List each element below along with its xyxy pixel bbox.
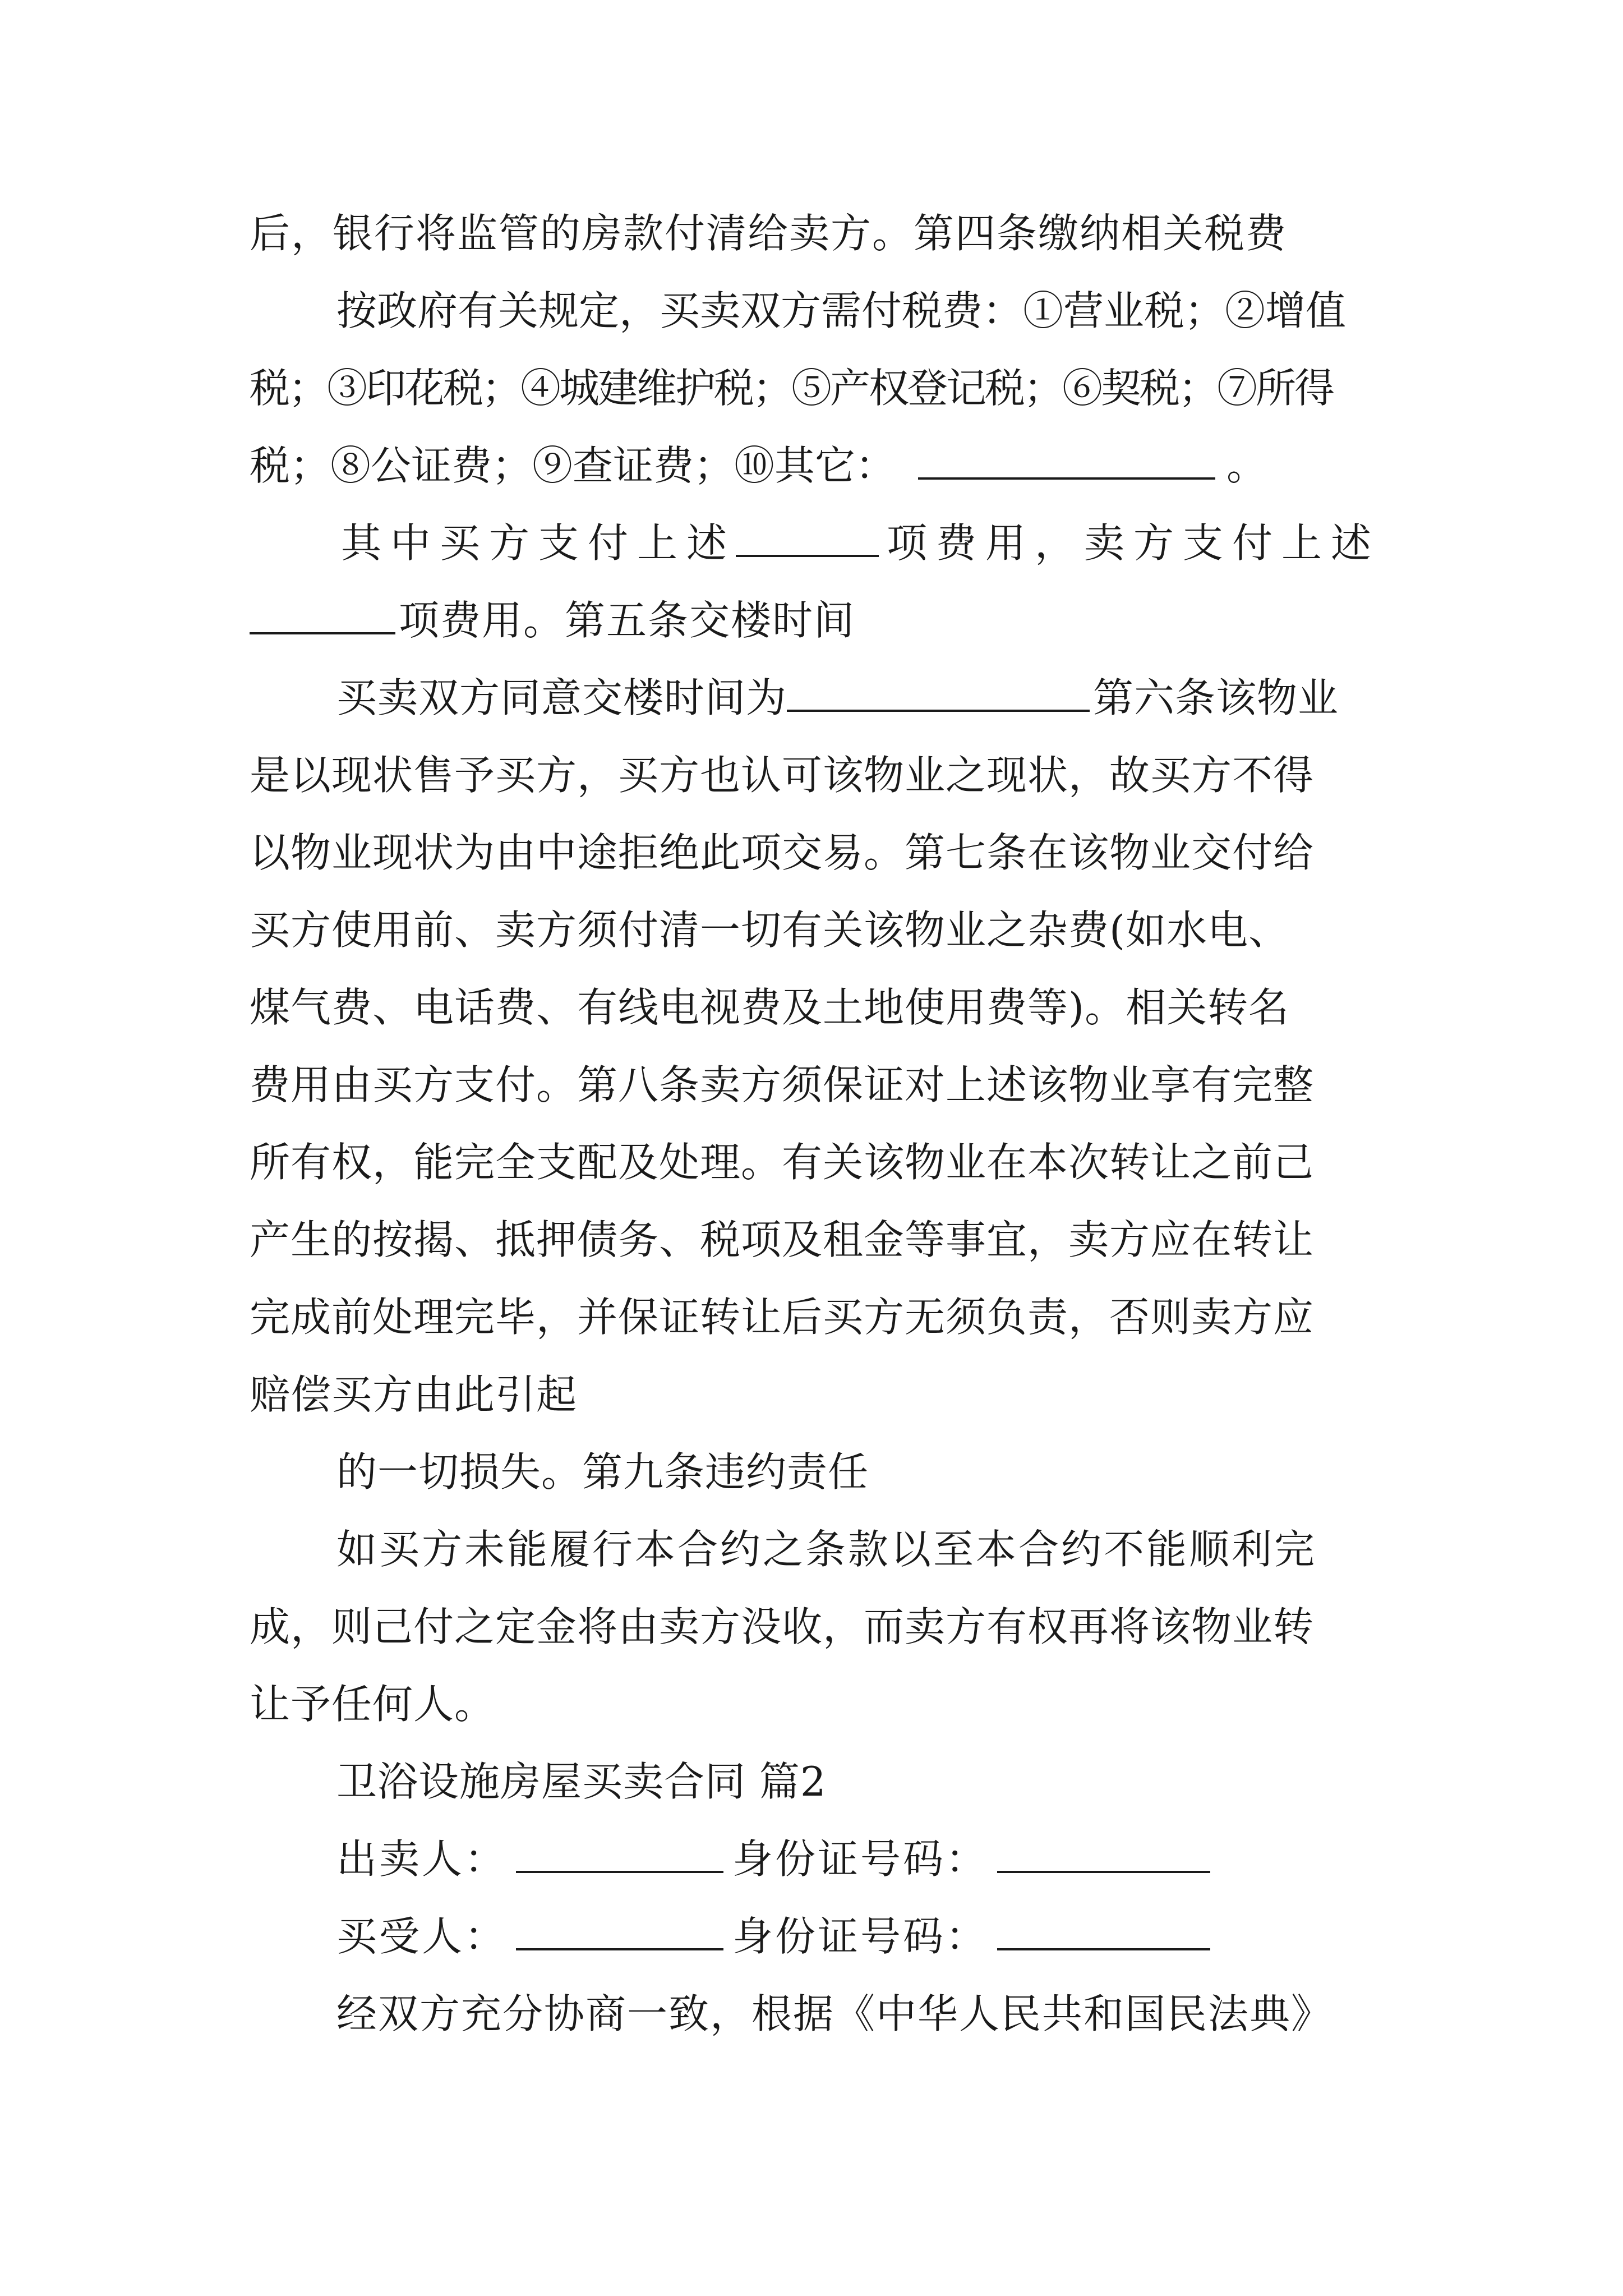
buyer-name-blank[interactable] bbox=[516, 1913, 723, 1950]
text-line: 赔偿买方由此引起 bbox=[250, 1371, 578, 1418]
text-line bbox=[336, 1910, 1290, 1963]
text-line bbox=[250, 593, 1091, 647]
text-line: 所有权，能完全支配及处理。有关该物业在本次转让之前己 bbox=[250, 1139, 1315, 1186]
id-number-label: 身份证号码： bbox=[732, 1913, 989, 1960]
text-line: 买方使用前、卖方须付清一切有关该物业之杂费(如水电、 bbox=[250, 907, 1290, 954]
text-line: 后，银行将监管的房款付清给卖方。第四条缴纳相关税费 bbox=[250, 210, 1288, 257]
text-line: 如买方未能履行本合约之条款以至本合约不能顺利完 bbox=[336, 1526, 1317, 1573]
text-line: 产生的按揭、抵押债务、税项及租金等事宜，卖方应在转让 bbox=[250, 1216, 1315, 1263]
section-heading: 卫浴设施房屋买卖合同 篇2 bbox=[336, 1758, 827, 1805]
text-line: 经双方充分协商一致，根据《中华人民共和国民法典》 bbox=[336, 1990, 1333, 2037]
text-segment: 。 bbox=[1227, 442, 1267, 489]
text-line: 以物业现状为由中途拒绝此项交易。第七条在该物业交付给 bbox=[250, 829, 1315, 876]
text-line bbox=[336, 671, 1402, 725]
text-segment: 项费用，卖方支付上述 bbox=[887, 519, 1381, 567]
fill-in-blank[interactable] bbox=[918, 443, 1215, 480]
fill-in-blank[interactable] bbox=[736, 520, 879, 557]
text-line bbox=[250, 439, 1371, 493]
fill-in-blank[interactable] bbox=[250, 597, 395, 634]
text-line: 煤气费、电话费、有线电视费及土地使用费等)。相关转名 bbox=[250, 984, 1290, 1031]
text-line: 完成前处理完毕，并保证转让后买方无须负责，否则卖方应 bbox=[250, 1294, 1315, 1341]
text-segment: 项费用。第五条交楼时间 bbox=[399, 597, 856, 644]
text-line: 税；③印花税；④城建维护税；⑤产权登记税；⑥契税；⑦所得 bbox=[250, 365, 1334, 412]
buyer-label: 买受人： bbox=[336, 1913, 508, 1960]
text-segment: 第六条该物业 bbox=[1093, 674, 1339, 721]
text-line bbox=[341, 516, 1407, 570]
seller-id-blank[interactable] bbox=[997, 1836, 1210, 1873]
text-line bbox=[336, 1832, 1290, 1886]
seller-label: 出卖人： bbox=[336, 1835, 508, 1883]
seller-name-blank[interactable] bbox=[516, 1836, 723, 1873]
text-line: 的一切损失。第九条违约责任 bbox=[336, 1448, 869, 1496]
text-line: 按政府有关规定，买卖双方需付税费：①营业税；②增值 bbox=[336, 287, 1347, 334]
text-line: 让予任何人。 bbox=[250, 1681, 496, 1728]
fill-in-blank[interactable] bbox=[787, 675, 1090, 712]
text-line: 成，则己付之定金将由卖方没收，而卖方有权再将该物业转 bbox=[250, 1603, 1315, 1650]
text-segment: 买卖双方同意交楼时间为 bbox=[336, 674, 787, 721]
text-segment: 税；⑧公证费；⑨查证费；⑩其它： bbox=[250, 442, 896, 489]
buyer-id-blank[interactable] bbox=[997, 1913, 1210, 1950]
text-line: 是以现状售予买方，买方也认可该物业之现状，故买方不得 bbox=[250, 752, 1315, 799]
id-number-label: 身份证号码： bbox=[732, 1835, 989, 1883]
text-segment: 其中买方支付上述 bbox=[341, 519, 736, 567]
text-line: 费用由买方支付。第八条卖方须保证对上述该物业享有完整 bbox=[250, 1061, 1315, 1108]
